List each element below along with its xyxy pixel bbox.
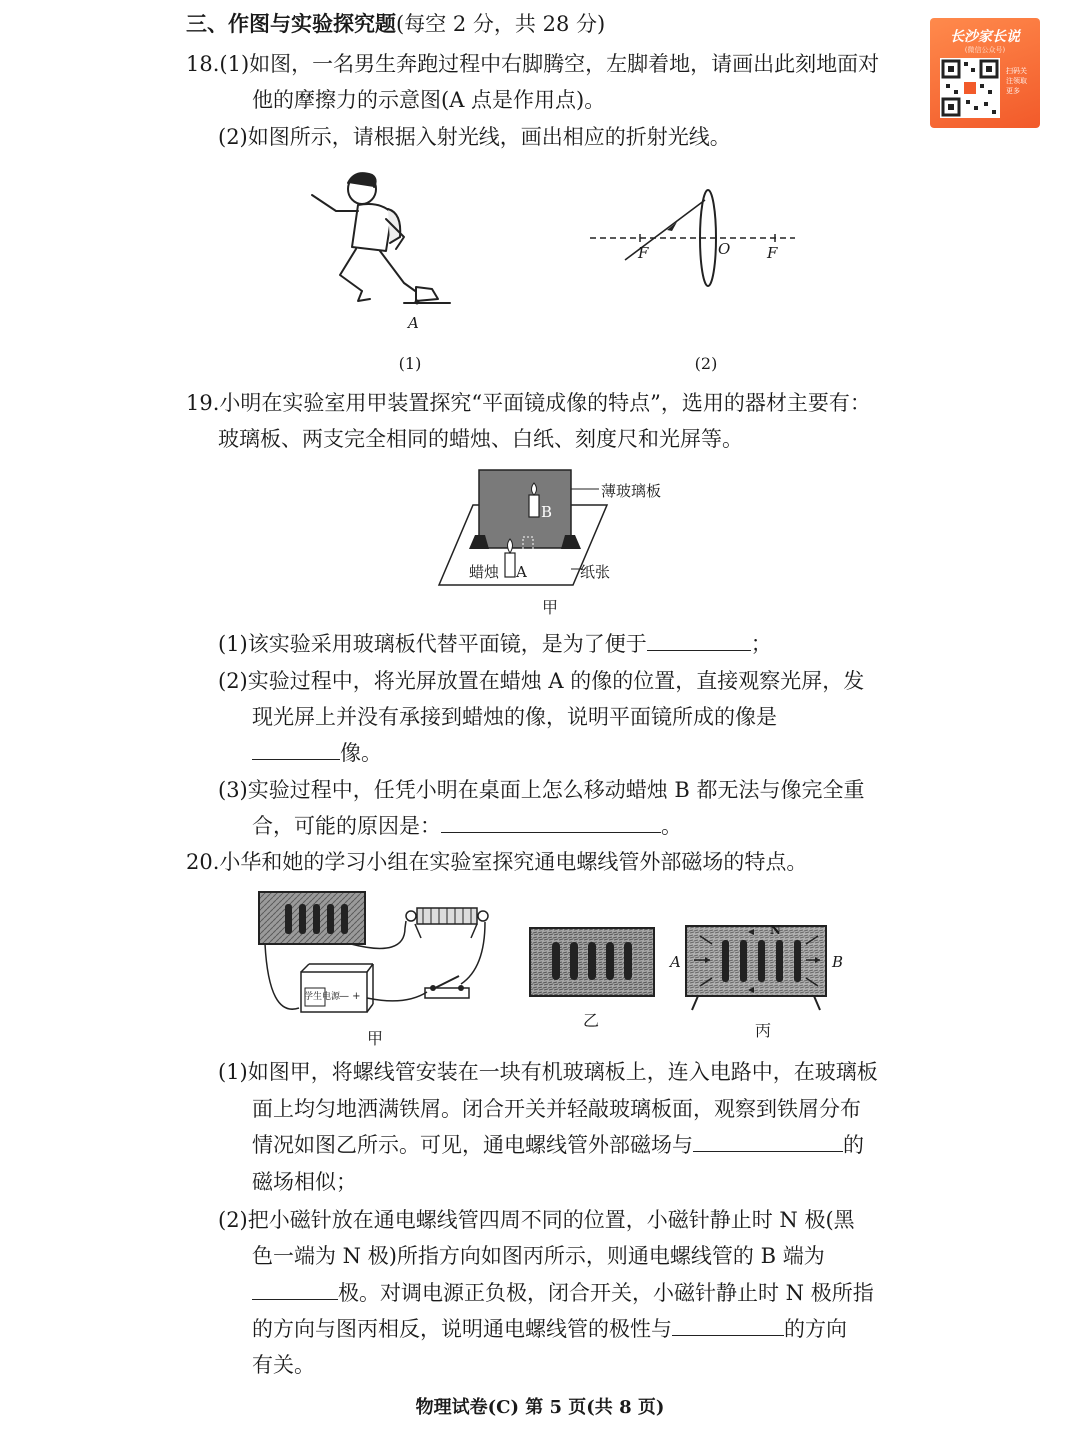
fig19-paper-label: 纸张 xyxy=(580,563,611,581)
fig19-candle-a-label: A xyxy=(516,563,527,581)
q19-number: 19. xyxy=(186,391,220,415)
fig18-caption-2: (2) xyxy=(694,354,718,373)
fig19-candle-label: 蜡烛 xyxy=(469,563,500,581)
q20-part1-answer-blank[interactable] xyxy=(693,1131,843,1152)
q20-part2-line5: 有关。 xyxy=(252,1353,315,1377)
fig19-glass-label: 薄玻璃板 xyxy=(601,482,662,500)
q20-part1-text: 情况如图乙所示。可见，通电螺线管外部磁场与 xyxy=(252,1133,693,1157)
q19-part1-answer-blank[interactable] xyxy=(647,630,751,651)
q20-part2-line2: 色一端为 N 极)所指方向如图丙所示，则通电螺线管的 B 端为 xyxy=(252,1244,825,1268)
force-point-a xyxy=(415,300,420,305)
solenoid-circuit-figure xyxy=(255,888,495,1028)
q19-part1-end: ； xyxy=(750,632,772,656)
fig20-end-a-label: A xyxy=(670,953,681,971)
fig20-north-label: N xyxy=(770,923,781,937)
q19-intro-text-a: 小明在实验室用甲装置探究“平面镜成像的特点”，选用的器材主要有： xyxy=(219,391,871,415)
fig20-caption-jia: 甲 xyxy=(366,1029,383,1048)
q19-part3-text: 合，可能的原因是： xyxy=(252,814,441,838)
badge-subtitle: (微信公众号) xyxy=(964,46,1006,54)
q20-part1-line2: 面上均匀地洒满铁屑。闭合开关并轻敲玻璃板面，观察到铁屑分布 xyxy=(252,1097,861,1121)
q18-part1-text-a: (1)如图，一名男生奔跑过程中右脚腾空，左脚着地，请画出此刻地面对 xyxy=(219,52,880,76)
fig20-caption-bing: 丙 xyxy=(754,1021,771,1040)
fig18-focus-left: F xyxy=(638,244,649,262)
section-score-note: (每空 2 分，共 28 分) xyxy=(396,12,606,36)
q20-intro xyxy=(186,848,807,876)
brand-badge xyxy=(930,18,1040,128)
badge-side-text: 扫码关注领取更多 xyxy=(1006,67,1027,95)
q20-part2-answer-blank-2[interactable] xyxy=(672,1315,784,1336)
fig18-focus-right: F xyxy=(767,244,778,262)
q19-part2-end: 像。 xyxy=(340,741,382,765)
section-heading xyxy=(186,10,605,38)
q20-part1-end: 的 xyxy=(843,1133,864,1157)
page-footer: 物理试卷(C) 第 5 页(共 8 页) xyxy=(415,1397,665,1418)
q19-part3-line1: (3)实验过程中，任凭小明在桌面上怎么移动蜡烛 B 都无法与像完全重 xyxy=(218,778,865,802)
fig18-optical-center: O xyxy=(718,240,731,258)
section-title: 三、作图与实验探究题 xyxy=(186,11,396,36)
q20-part2-line1: (2)把小磁针放在通电螺线管四周不同的位置，小磁针静止时 N 极(黑 xyxy=(218,1208,855,1232)
q19-intro-line1 xyxy=(186,389,871,417)
q19-part2-answer-blank[interactable] xyxy=(252,739,340,760)
q20-part2-text-d: 的方向与图丙相反，说明通电螺线管的极性与 xyxy=(252,1317,672,1341)
q19-part2-line1: (2)实验过程中，将光屏放置在蜡烛 A 的像的位置，直接观察光屏，发 xyxy=(218,669,865,693)
q19-part1 xyxy=(218,630,772,658)
q20-number: 20. xyxy=(186,850,220,874)
convex-lens-figure xyxy=(585,188,800,298)
q20-part2-line4 xyxy=(252,1315,847,1343)
fig19-candle-b-label: B xyxy=(541,503,553,521)
fig18-point-a-label: A xyxy=(408,314,419,332)
svg-text:— +: — + xyxy=(339,991,361,1002)
fig20-end-b-label: B xyxy=(832,953,844,971)
q18-part1-line1 xyxy=(186,50,879,78)
q20-part1-line3 xyxy=(252,1131,864,1159)
fig20-caption-yi: 乙 xyxy=(582,1011,599,1030)
q20-part1-line4: 磁场相似； xyxy=(252,1170,357,1194)
q20-part2-text-c: 极。对调电源正负极，闭合开关，小磁针静止时 N 极所指 xyxy=(338,1281,874,1305)
fig20-power-supply-label: 学生电源 xyxy=(304,992,341,1002)
compass-solenoid-figure xyxy=(684,924,828,1012)
q19-part1-text: (1)该实验采用玻璃板代替平面镜，是为了便于 xyxy=(218,632,647,656)
q20-part2-end: 的方向 xyxy=(784,1317,847,1341)
q20-part2-answer-blank-1[interactable] xyxy=(252,1279,338,1300)
q19-part3-end: 。 xyxy=(661,814,682,838)
q19-part3-answer-blank[interactable] xyxy=(441,812,661,833)
q19-part2-line3 xyxy=(252,739,382,767)
iron-filings-figure xyxy=(528,926,656,998)
running-boy-figure xyxy=(300,165,460,335)
fig19-caption: 甲 xyxy=(541,598,558,617)
q18-part1-line2: 他的摩擦力的示意图(A 点是作用点)。 xyxy=(252,88,606,112)
q19-part3-line2 xyxy=(252,812,682,840)
qr-code-icon xyxy=(940,58,1000,118)
q19-intro-line2: 玻璃板、两支完全相同的蜡烛、白纸、刻度尺和光屏等。 xyxy=(218,427,743,451)
q18-part2-text: (2)如图所示，请根据入射光线，画出相应的折射光线。 xyxy=(218,125,731,149)
q19-part2-line2: 现光屏上并没有承接到蜡烛的像，说明平面镜所成的像是 xyxy=(252,705,777,729)
badge-title: 长沙家长说 xyxy=(950,29,1020,45)
q18-number: 18. xyxy=(186,52,220,76)
q20-intro-text: 小华和她的学习小组在实验室探究通电螺线管外部磁场的特点。 xyxy=(219,850,808,874)
q20-part2-line3 xyxy=(252,1279,874,1307)
fig18-caption-1: (1) xyxy=(398,354,422,373)
q20-part1-line1: (1)如图甲，将螺线管安装在一块有机玻璃板上，连入电路中，在玻璃板 xyxy=(218,1060,878,1084)
